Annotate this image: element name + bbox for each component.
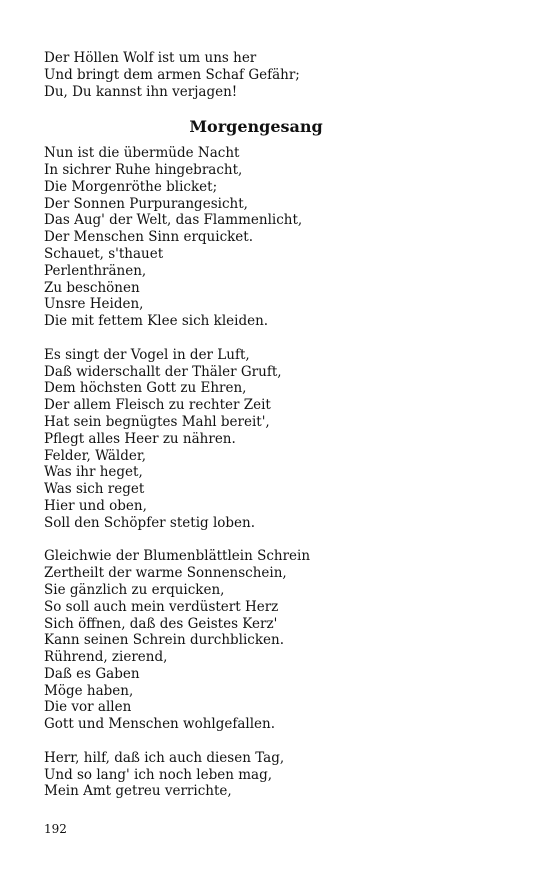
verse-line: Sie gänzlich zu erquicken,	[44, 581, 225, 598]
verse-line: Es singt der Vogel in der Luft,	[44, 346, 250, 363]
verse-line: Du, Du kannst ihn verjagen!	[44, 83, 238, 100]
stanza-4	[44, 750, 514, 800]
verse-line: Der Menschen Sinn erquicket.	[44, 229, 254, 246]
verse-line: Dem höchsten Gott zu Ehren,	[44, 380, 247, 397]
verse-line: Mein Amt getreu verrichte,	[44, 783, 232, 800]
stanza-1	[44, 145, 514, 330]
verse-line: Das Aug' der Welt, das Flammenlicht,	[44, 212, 303, 229]
verse-line: Möge haben,	[44, 682, 134, 699]
verse-line: Und so lang' ich noch leben mag,	[44, 766, 272, 783]
poem-page	[44, 50, 514, 817]
verse-line: Rührend, zierend,	[44, 649, 168, 666]
verse-line: Soll den Schöpfer stetig loben.	[44, 514, 256, 531]
verse-line: Was ihr heget,	[44, 464, 143, 481]
verse-line: Der allem Fleisch zu rechter Zeit	[44, 397, 271, 414]
verse-line: Daß widerschallt der Thäler Gruft,	[44, 363, 282, 380]
verse-line: Zu beschönen	[44, 279, 140, 296]
verse-line: Gott und Menschen wohlgefallen.	[44, 716, 276, 733]
verse-line: Sich öffnen, daß des Geistes Kerz'	[44, 615, 278, 632]
verse-line: Felder, Wälder,	[44, 447, 147, 464]
verse-line: Hat sein begnügtes Mahl bereit',	[44, 413, 270, 430]
verse-line: So soll auch mein verdüstert Herz	[44, 598, 279, 615]
verse-line: Der Höllen Wolf ist um uns her	[44, 50, 257, 66]
verse-line: Die Morgenröthe blicket;	[44, 178, 218, 195]
page-number: 192	[44, 822, 67, 836]
verse-line: Die mit fettem Klee sich kleiden.	[44, 313, 269, 330]
verse-line: Kann seinen Schrein durchblicken.	[44, 632, 285, 649]
verse-line: Hier und oben,	[44, 497, 147, 514]
stanza-2	[44, 347, 514, 532]
verse-line: Perlenthränen,	[44, 262, 147, 279]
verse-line: Was sich reget	[44, 481, 145, 498]
verse-line: Nun ist die übermüde Nacht	[44, 145, 240, 162]
intro-stanza	[44, 50, 514, 100]
verse-line: Daß es Gaben	[44, 665, 140, 682]
verse-line: Schauet, s'thauet	[44, 245, 164, 262]
verse-line: Herr, hilf, daß ich auch diesen Tag,	[44, 749, 285, 766]
verse-line: Die vor allen	[44, 699, 132, 716]
verse-line: Zertheilt der warme Sonnenschein,	[44, 565, 287, 582]
verse-line: Der Sonnen Purpurangesicht,	[44, 195, 248, 212]
verse-line: Pflegt alles Heer zu nähren.	[44, 430, 236, 447]
verse-line: Unsre Heiden,	[44, 296, 144, 313]
verse-line: Und bringt dem armen Schaf Gefähr;	[44, 66, 300, 83]
stanza-3	[44, 548, 514, 733]
poem-title: Morgengesang	[189, 117, 323, 137]
verse-line: In sichrer Ruhe hingebracht,	[44, 161, 243, 178]
verse-line: Gleichwie der Blumenblättlein Schrein	[44, 548, 311, 565]
